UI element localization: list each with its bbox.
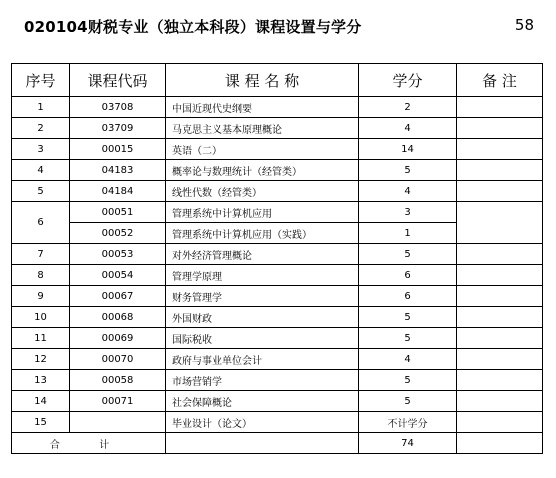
course-name-cell: 市场营销学 bbox=[166, 370, 359, 391]
table-row bbox=[12, 97, 543, 118]
credit-cell: 4 bbox=[359, 181, 457, 202]
total-label: 合 计 bbox=[12, 433, 166, 454]
table-header-row bbox=[12, 64, 543, 97]
course-name-cell: 国际税收 bbox=[166, 328, 359, 349]
course-code-cell: 00015 bbox=[70, 139, 166, 160]
course-name-cell: 社会保障概论 bbox=[166, 391, 359, 412]
seq-cell: 2 bbox=[12, 118, 70, 139]
note-cell bbox=[457, 412, 543, 433]
course-name-cell: 管理系统中计算机应用 bbox=[166, 202, 359, 223]
table-body bbox=[12, 97, 543, 454]
table-row bbox=[12, 202, 543, 223]
course-name-cell: 政府与事业单位会计 bbox=[166, 349, 359, 370]
total-row bbox=[12, 433, 543, 454]
seq-cell: 1 bbox=[12, 97, 70, 118]
credit-cell: 5 bbox=[359, 307, 457, 328]
course-code-cell: 00051 bbox=[70, 202, 166, 223]
seq-cell: 11 bbox=[12, 328, 70, 349]
table-row bbox=[12, 370, 543, 391]
course-code-cell: 00058 bbox=[70, 370, 166, 391]
seq-cell: 7 bbox=[12, 244, 70, 265]
course-code-cell: 00067 bbox=[70, 286, 166, 307]
column-header-code: 课程代码 bbox=[70, 64, 166, 97]
course-code-cell: 04183 bbox=[70, 160, 166, 181]
seq-cell: 14 bbox=[12, 391, 70, 412]
course-code-cell: 00053 bbox=[70, 244, 166, 265]
course-name-cell: 马克思主义基本原理概论 bbox=[166, 118, 359, 139]
course-name-cell: 概率论与数理统计（经管类） bbox=[166, 160, 359, 181]
column-header-credit: 学分 bbox=[359, 64, 457, 97]
table-row bbox=[12, 181, 543, 202]
note-cell bbox=[457, 391, 543, 412]
course-name-cell: 外国财政 bbox=[166, 307, 359, 328]
table-row bbox=[12, 139, 543, 160]
table-row bbox=[12, 349, 543, 370]
credit-cell: 5 bbox=[359, 244, 457, 265]
course-code-cell: 00069 bbox=[70, 328, 166, 349]
course-code-cell: 03708 bbox=[70, 97, 166, 118]
course-name-cell: 财务管理学 bbox=[166, 286, 359, 307]
note-cell bbox=[457, 139, 543, 160]
course-table bbox=[11, 63, 543, 454]
total-credit: 74 bbox=[359, 433, 457, 454]
column-header-seq: 序号 bbox=[12, 64, 70, 97]
total-name-cell bbox=[166, 433, 359, 454]
seq-cell: 3 bbox=[12, 139, 70, 160]
course-code-cell: 03709 bbox=[70, 118, 166, 139]
seq-cell: 9 bbox=[12, 286, 70, 307]
course-name-cell: 英语（二） bbox=[166, 139, 359, 160]
column-header-name: 课 程 名 称 bbox=[166, 64, 359, 97]
seq-cell: 13 bbox=[12, 370, 70, 391]
course-code-cell bbox=[70, 412, 166, 433]
credit-cell: 5 bbox=[359, 160, 457, 181]
course-name-cell: 毕业设计（论文） bbox=[166, 412, 359, 433]
course-code-cell: 00071 bbox=[70, 391, 166, 412]
course-code-cell: 04184 bbox=[70, 181, 166, 202]
credit-cell: 2 bbox=[359, 97, 457, 118]
course-code-cell: 00068 bbox=[70, 307, 166, 328]
course-name-cell: 管理系统中计算机应用（实践） bbox=[166, 223, 359, 244]
credit-cell: 6 bbox=[359, 265, 457, 286]
table-row bbox=[12, 328, 543, 349]
note-cell bbox=[457, 118, 543, 139]
seq-cell: 6 bbox=[12, 202, 70, 244]
credit-cell: 6 bbox=[359, 286, 457, 307]
seq-cell: 12 bbox=[12, 349, 70, 370]
table-row bbox=[12, 391, 543, 412]
course-name-cell: 线性代数（经管类） bbox=[166, 181, 359, 202]
table-row bbox=[12, 286, 543, 307]
note-cell bbox=[457, 307, 543, 328]
table-row bbox=[12, 412, 543, 433]
credit-cell: 5 bbox=[359, 370, 457, 391]
seq-cell: 5 bbox=[12, 181, 70, 202]
credit-cell: 5 bbox=[359, 391, 457, 412]
credit-cell: 4 bbox=[359, 118, 457, 139]
note-cell bbox=[457, 202, 543, 244]
document-title: 020104财税专业（独立本科段）课程设置与学分 bbox=[24, 18, 362, 36]
column-header-note: 备 注 bbox=[457, 64, 543, 97]
seq-cell: 8 bbox=[12, 265, 70, 286]
table-row bbox=[12, 160, 543, 181]
credit-cell: 4 bbox=[359, 349, 457, 370]
note-cell bbox=[457, 286, 543, 307]
document-title-bar bbox=[24, 16, 544, 40]
table-row bbox=[12, 307, 543, 328]
note-cell bbox=[457, 160, 543, 181]
credit-cell: 14 bbox=[359, 139, 457, 160]
seq-cell: 10 bbox=[12, 307, 70, 328]
note-cell bbox=[457, 244, 543, 265]
note-cell bbox=[457, 349, 543, 370]
course-name-cell: 管理学原理 bbox=[166, 265, 359, 286]
seq-cell: 15 bbox=[12, 412, 70, 433]
credit-cell: 1 bbox=[359, 223, 457, 244]
page-number: 58 bbox=[514, 16, 534, 34]
course-code-cell: 00070 bbox=[70, 349, 166, 370]
note-cell bbox=[457, 265, 543, 286]
table-row bbox=[12, 244, 543, 265]
credit-cell: 3 bbox=[359, 202, 457, 223]
credit-cell: 5 bbox=[359, 328, 457, 349]
seq-cell: 4 bbox=[12, 160, 70, 181]
note-cell bbox=[457, 370, 543, 391]
course-name-cell: 对外经济管理概论 bbox=[166, 244, 359, 265]
note-cell bbox=[457, 328, 543, 349]
note-cell bbox=[457, 181, 543, 202]
course-code-cell: 00054 bbox=[70, 265, 166, 286]
table-row bbox=[12, 118, 543, 139]
table-row bbox=[12, 265, 543, 286]
course-code-cell: 00052 bbox=[70, 223, 166, 244]
course-name-cell: 中国近现代史纲要 bbox=[166, 97, 359, 118]
total-note-cell bbox=[457, 433, 543, 454]
note-cell bbox=[457, 97, 543, 118]
credit-cell: 不计学分 bbox=[359, 412, 457, 433]
